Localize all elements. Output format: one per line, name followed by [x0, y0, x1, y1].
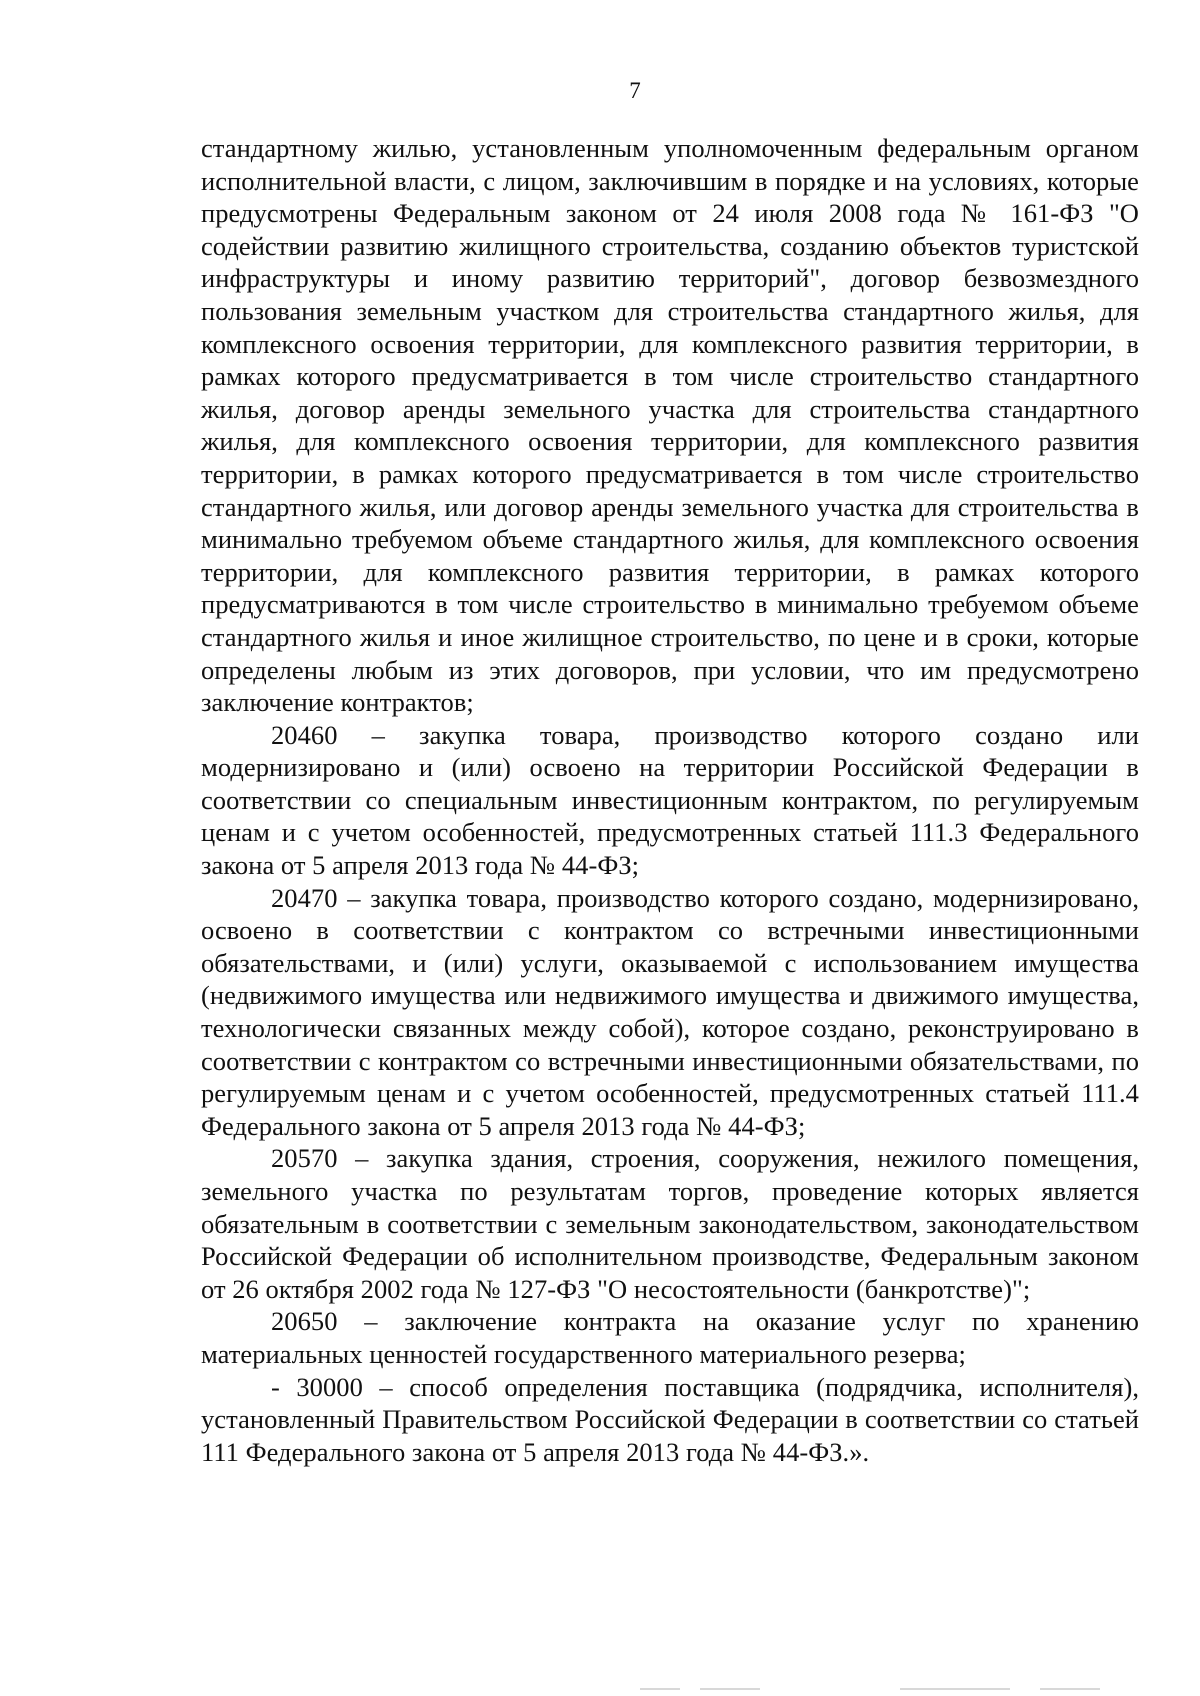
paragraph-20470: 20470 – закупка товара, производство которого создано, модернизировано, освоено в соответствии с контрактом со встречными инвестиционными обязательствами, и (или) услуги, оказываемой с использованием имущества (недвижимого имущества или недвижимого имущества и движимого имущества, технологически связанных между собой), которое создано, реконструировано в соответствии с контрактом со встречными инвестиционными обязательствами, по регулируемым ценам и с учетом особенностей, предусмотренных статьей 111.4 Федерального закона от 5 апреля 2013 года № 44-ФЗ;	[201, 882, 1139, 1141]
paragraph-20460: 20460 – закупка товара, производство которого создано или модернизировано и (или) освоено на территории Российской Федерации в соответствии со специальным инвестиционным контрактом, по регулируемым ценам и с учетом особенностей, предусмотренных статьей 111.3 Федерального закона от 5 апреля 2013 года № 44-ФЗ;	[201, 719, 1139, 881]
paragraph-20570: 20570 – закупка здания, строения, сооружения, нежилого помещения, земельного участка по результатам торгов, проведение которых является обязательным в соответствии с земельным законодательством, законодательством Российской Федерации об исполнительном производстве, Федеральным законом от 26 октября 2002 года № 127-ФЗ "О несостоятельности (банкротстве)";	[201, 1143, 1139, 1304]
scan-artifact	[1040, 1688, 1100, 1690]
paragraph-20650: 20650 – заключение контракта на оказание услуг по хранению материальных ценностей государственного материального резерва;	[201, 1306, 1139, 1369]
scan-artifact	[640, 1688, 680, 1690]
scan-artifact	[900, 1688, 1010, 1690]
scan-artifact	[700, 1688, 760, 1690]
paragraph-continued: стандартному жилью, установленным уполномоченным федеральным органом исполнительной власти, с лицом, заключившим в порядке и на условиях, которые предусмотрены Федеральным законом от 24 июля 2008 года № 161-ФЗ "О содействии развитию жилищного строительства, созданию объектов туристской инфраструктуры и иному развитию территорий", договор безвозмездного пользования земельным участком для строительства стандартного жилья, для комплексного освоения территории, для комплексного развития территории, в рамках которого предусматривается в том числе строительство стандартного жилья, договор аренды земельного участка для строительства стандартного жилья, для комплексного освоения территории, для комплексного развития территории, в рамках которого предусматривается в том числе строительство стандартного жилья, или договор аренды земельного участка для строительства в минимально требуемом объеме стандартного жилья, для комплексного освоения территории, для комплексного развития территории, в рамках которого предусматриваются в том числе строительство в минимально требуемом объеме стандартного жилья и иное жилищное строительство, по цене и в сроки, которые определены любым из этих договоров, при условии, что им предусмотрено заключение контрактов;	[201, 133, 1139, 718]
document-body	[201, 132, 1139, 1468]
paragraph-30000: - 30000 – способ определения поставщика (подрядчика, исполнителя), установленный Правительством Российской Федерации в соответствии со статьей 111 Федерального закона от 5 апреля 2013 года № 44-ФЗ.».	[201, 1371, 1139, 1467]
page-number: 7	[629, 78, 641, 103]
